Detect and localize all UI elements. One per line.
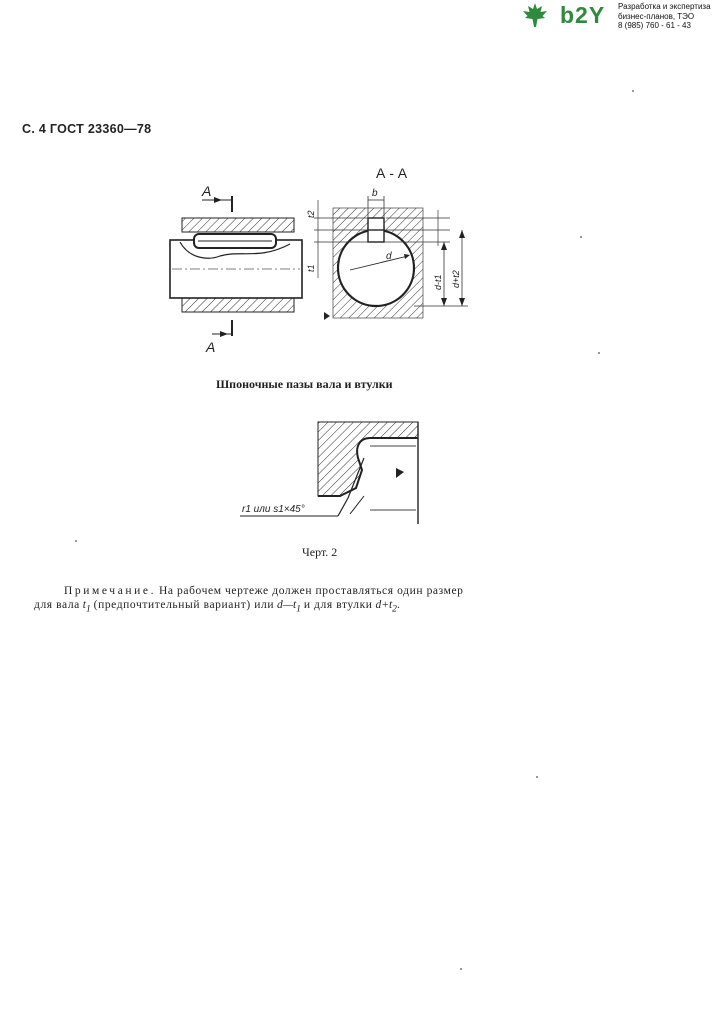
dim-t1: t1 [306,264,316,272]
keyway-drawing [150,160,490,360]
dim-b: b [372,188,378,199]
section-arrow-label-bottom: А [206,339,216,355]
figure1-caption: Шпоночные пазы вала и втулки [216,377,393,391]
section-view [306,165,468,320]
page-header: С. 4 ГОСТ 23360—78 [22,122,152,136]
note-line2-b: (предпочтительный вариант) или [93,599,275,611]
scan-speck [75,540,77,542]
scan-speck [536,776,538,778]
section-arrow-label-top: А [202,183,212,199]
note-label: Примечание. [64,585,157,597]
watermark-contact [618,2,724,31]
note-line2-a: для вала [34,599,80,611]
section-label: А - А [376,165,408,181]
figure2-caption: Черт. 2 [302,545,338,559]
note-line2-c: и для втулки [303,599,373,611]
watermark-line: 8 (985) 760 - 61 - 43 [618,21,691,30]
scan-speck [632,90,634,92]
chamfer-drawing [230,418,430,528]
scan-speck [598,352,600,354]
chamfer-label: r1 или s1×45° [242,504,305,515]
dim-d-minus-t1: d-t1 [433,274,443,290]
scan-speck [580,236,582,238]
watermark-line: бизнес-планов, ТЭО [618,11,695,21]
note-d-plus-t2: $d+t_2$ [375,599,397,615]
dim-d-plus-t2: d+t2 [451,270,461,288]
note-paragraph: Примечание. На рабочем чертеже должен проставляться один размер для вала $t_1$ (предпочтительный вариант) или $d—t_1$ и для втулки $d+t_2$. [34,585,464,615]
maple-leaf-logo-icon [522,2,548,28]
watermark-line: Разработка и экспертиза [618,2,711,11]
note-t1: $t_1$ [82,599,91,615]
note-d-minus-t1: $d—t_1$ [276,599,301,615]
dim-d: d [386,251,392,262]
side-view [170,183,302,355]
brand-logo-text: b2Y [560,2,606,28]
note-line1: На рабочем чертеже должен проставляться один размер [158,585,464,597]
scan-speck [460,968,462,970]
dim-t2: t2 [306,210,316,218]
